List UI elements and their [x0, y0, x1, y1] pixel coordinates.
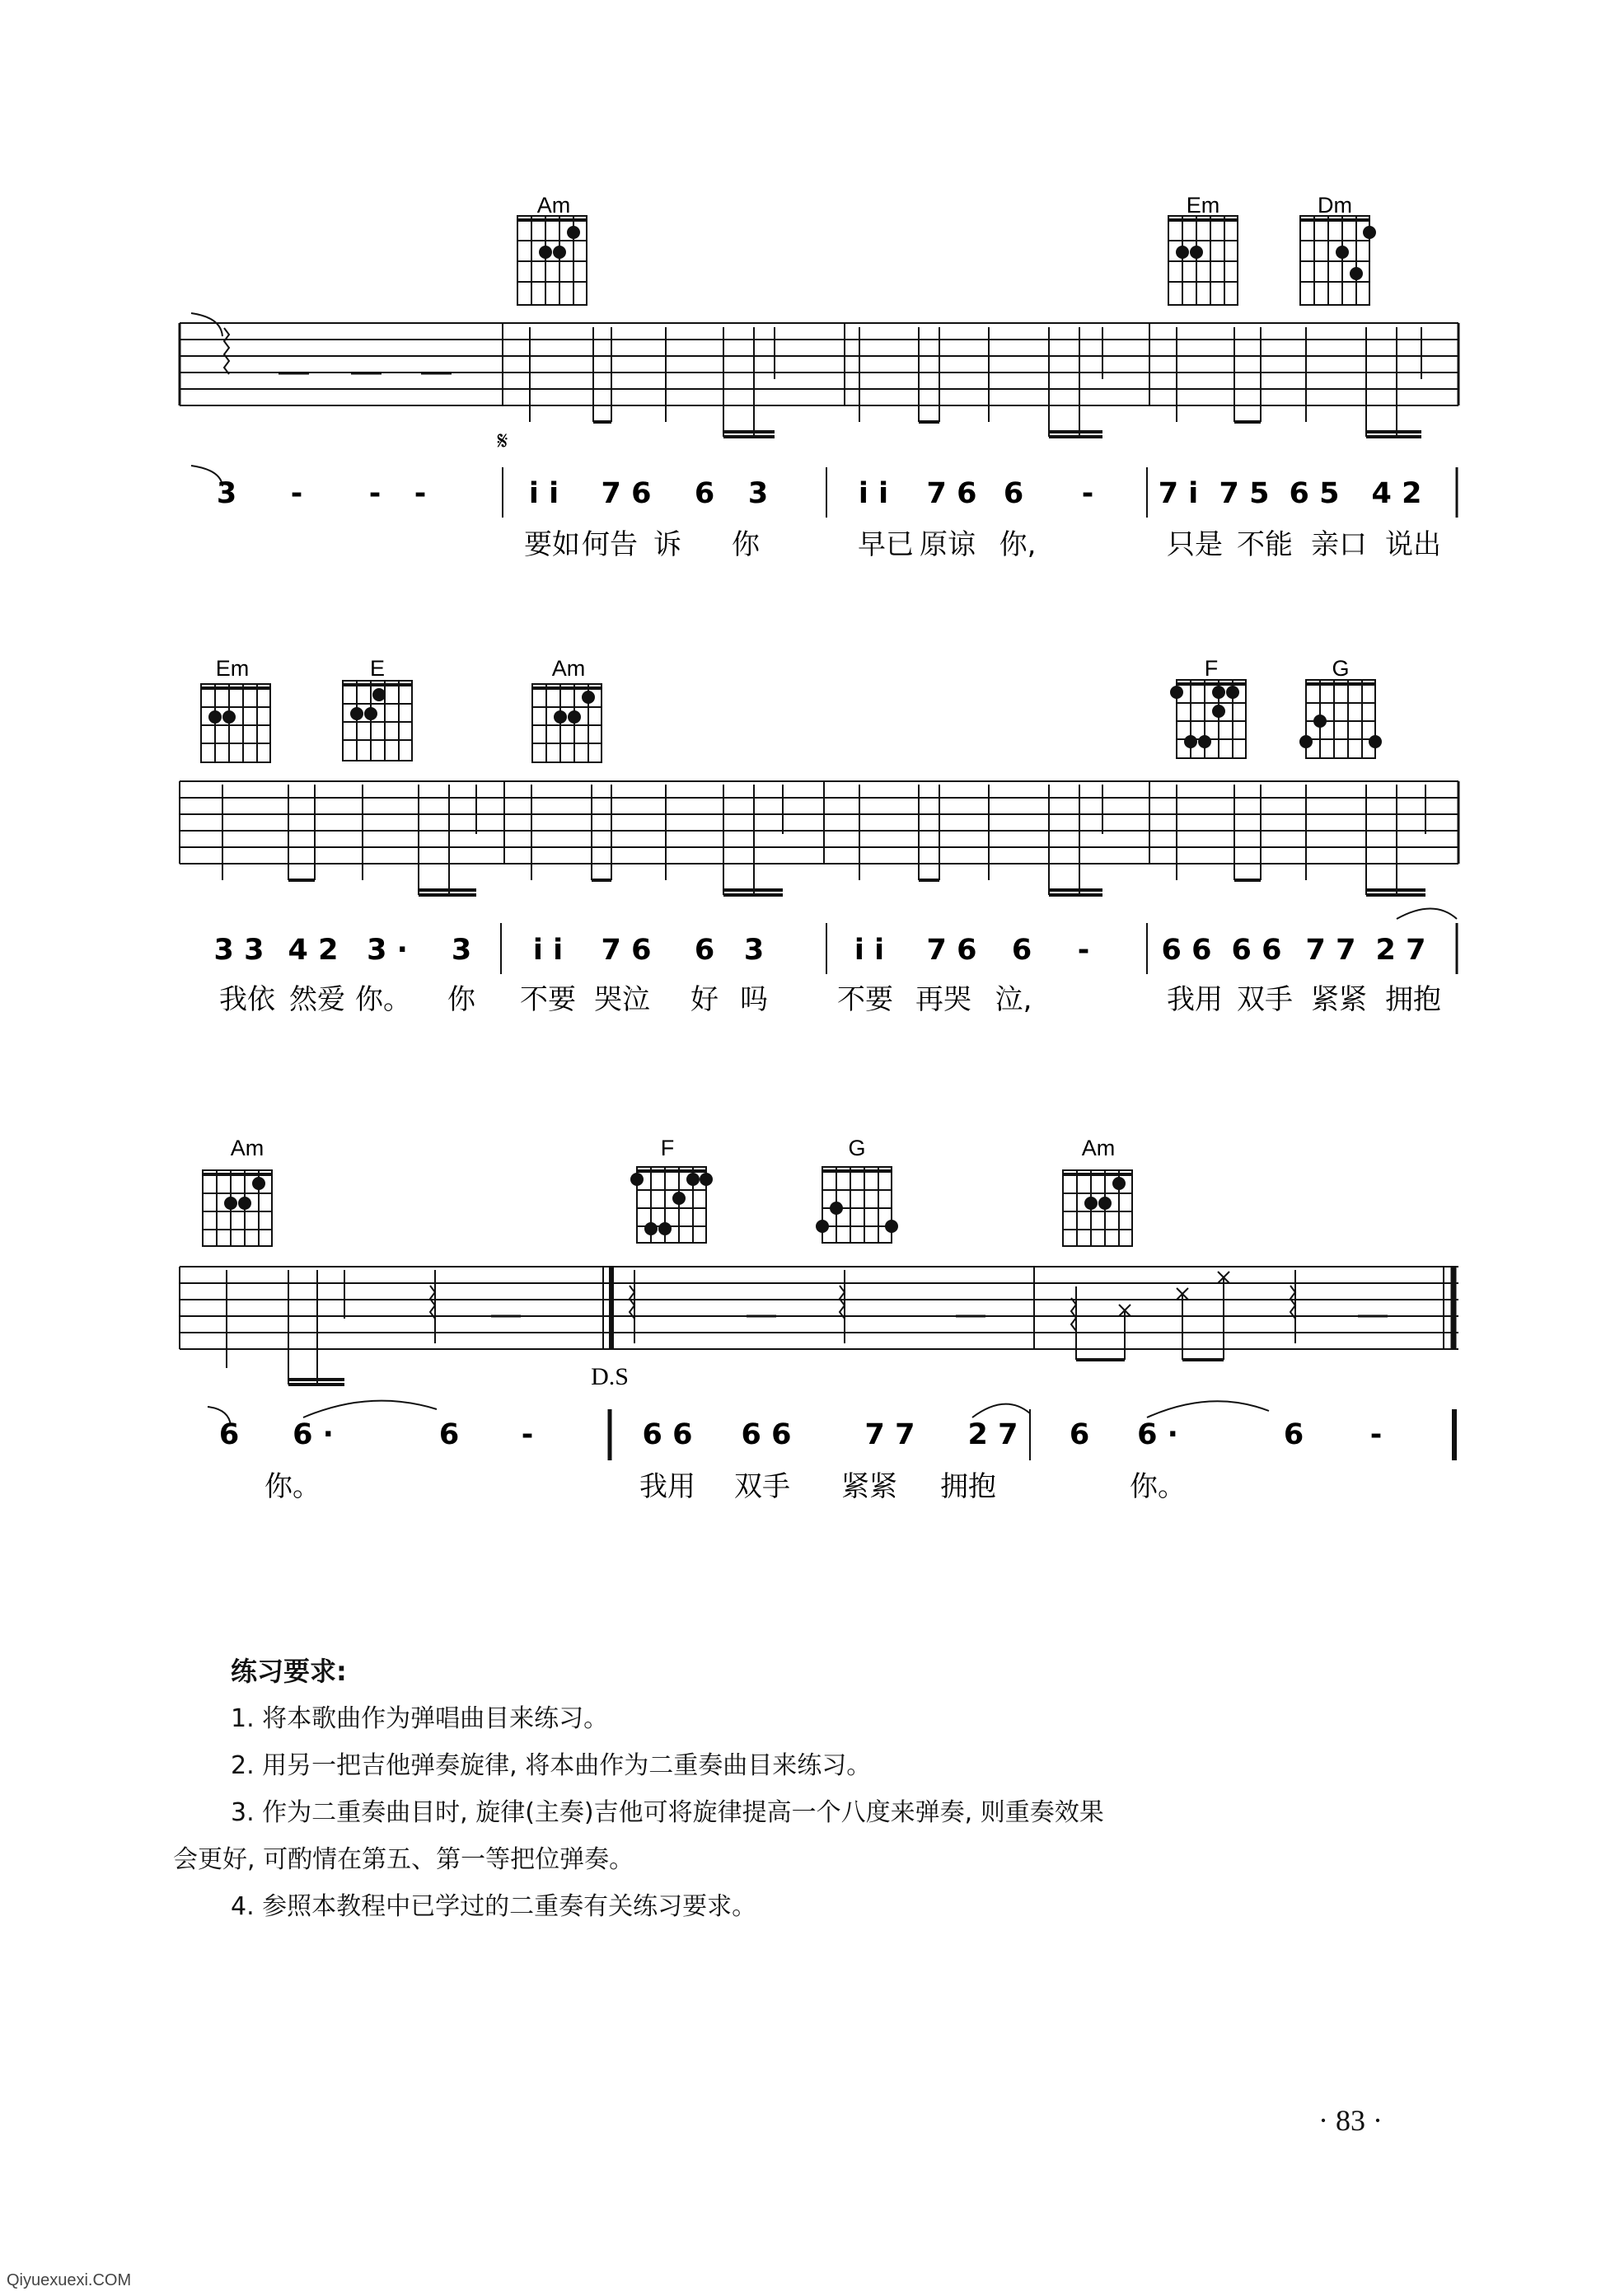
- lyric-word: 拥抱: [1385, 983, 1441, 1016]
- jianpu-note: 6: [1283, 1418, 1304, 1451]
- lyric-word: 你。: [355, 983, 411, 1016]
- jianpu-note: -: [414, 477, 427, 510]
- practice-item-3-cont: 会更好, 可酌情在第五、第一等把位弹奏。: [173, 1845, 634, 1874]
- lyric-word: 好: [690, 983, 719, 1016]
- practice-item-3: 3. 作为二重奏曲目时, 旋律(主奏)吉他可将旋律提高一个八度来弹奏, 则重奏效果: [231, 1798, 1104, 1827]
- jianpu-note: i i: [528, 477, 559, 510]
- chord-diagram-am-3: [203, 1170, 272, 1246]
- practice-item-2: 2. 用另一把吉他弹奏旋律, 将本曲作为二重奏曲目来练习。: [231, 1751, 872, 1780]
- chord-label: Em: [215, 656, 250, 681]
- jianpu-note: 6 6: [1231, 934, 1282, 967]
- jianpu-note: 2 7: [967, 1418, 1018, 1451]
- chord-diagram-g-2: [1300, 680, 1381, 758]
- jianpu-bars-3: [208, 1401, 1454, 1460]
- lyric-word: 不要: [520, 983, 576, 1016]
- jianpu-note: 3: [743, 934, 765, 967]
- chord-label: Am: [230, 1136, 264, 1160]
- practice-item-4: 4. 参照本教程中已学过的二重奏有关练习要求。: [231, 1892, 757, 1921]
- chord-label: Dm: [1318, 193, 1352, 218]
- jianpu-note: 6 6: [1161, 934, 1212, 967]
- jianpu-note: 6 ·: [1137, 1418, 1178, 1451]
- chord-label: G: [848, 1136, 866, 1160]
- jianpu-note: 3: [451, 934, 472, 967]
- lyric-word: 何告: [582, 528, 638, 561]
- chord-diagram-dm-1: [1300, 216, 1375, 305]
- jianpu-note: -: [368, 477, 382, 510]
- practice-title: 练习要求:: [231, 1656, 347, 1687]
- jianpu-note: 7 i: [1158, 477, 1199, 510]
- jianpu-note: 6 6: [741, 1418, 792, 1451]
- jianpu-note: -: [1081, 477, 1094, 510]
- lyric-word: 泣,: [995, 983, 1032, 1016]
- page-number: · 83 ·: [1318, 2104, 1383, 2137]
- jianpu-note: 6: [438, 1418, 460, 1451]
- jianpu-note: 7 6: [601, 934, 652, 967]
- chord-label: E: [369, 656, 386, 681]
- lyric-word: 哭泣: [594, 983, 650, 1016]
- lyric-word: 我用: [639, 1470, 695, 1503]
- lyric-word: 你。: [1130, 1470, 1186, 1503]
- jianpu-note: -: [1077, 934, 1090, 967]
- jianpu-note: 7 6: [926, 934, 977, 967]
- jianpu-note: 7 7: [1305, 934, 1356, 967]
- lyric-word: 拥抱: [940, 1470, 996, 1503]
- repeat-mark: D.S: [591, 1363, 629, 1390]
- lyric-word: 要如: [524, 528, 580, 561]
- jianpu-note: 6: [694, 477, 715, 510]
- tab-staff-3: [180, 1267, 1458, 1385]
- lyric-word: 你: [732, 528, 760, 561]
- chord-diagram-e-2: [343, 681, 412, 761]
- chord-label: Am: [1081, 1136, 1116, 1160]
- jianpu-note: -: [290, 477, 303, 510]
- practice-notes: [173, 1648, 1467, 1930]
- jianpu-note: i i: [858, 477, 889, 510]
- lyric-word: 早已: [858, 528, 914, 561]
- lyric-word: 亲口: [1311, 528, 1367, 561]
- chord-label: Em: [1186, 193, 1220, 218]
- jianpu-note: 7 6: [601, 477, 652, 510]
- jianpu-note: 7 7: [864, 1418, 915, 1451]
- chord-diagram-f-2: [1171, 680, 1246, 758]
- lyric-word: 我依: [219, 983, 275, 1016]
- watermark: Qiyuexuexi.COM: [7, 2271, 132, 2289]
- chord-diagram-em-1: [1168, 216, 1238, 305]
- chord-diagram-am-2: [532, 684, 602, 762]
- chord-label: F: [1204, 656, 1219, 681]
- lyric-word: 然爱: [289, 983, 345, 1016]
- jianpu-note: i i: [532, 934, 564, 967]
- chord-label: Am: [536, 193, 571, 218]
- jianpu-note: i i: [854, 934, 885, 967]
- jianpu-note: 6 ·: [293, 1418, 334, 1451]
- jianpu-note: 4 2: [288, 934, 339, 967]
- lyric-word: 再哭: [915, 983, 971, 1016]
- chord-diagram-em-2: [201, 684, 270, 762]
- chord-label: G: [1332, 656, 1350, 681]
- jianpu-note: 6: [694, 934, 715, 967]
- lyric-word: 不能: [1237, 528, 1293, 561]
- lyric-word: 紧紧: [1311, 983, 1367, 1016]
- lyric-word: 诉: [653, 528, 681, 561]
- lyric-word: 你。: [264, 1470, 321, 1503]
- chord-diagram-am-3b: [1063, 1170, 1132, 1246]
- jianpu-note: 6: [1069, 1418, 1090, 1451]
- chord-diagram-f-3: [631, 1167, 712, 1243]
- lyric-word: 你: [447, 983, 475, 1016]
- jianpu-note: 3: [747, 477, 769, 510]
- lyric-word: 原谅: [920, 528, 976, 561]
- jianpu-note: 6: [1003, 477, 1024, 510]
- jianpu-note: 3 ·: [367, 934, 408, 967]
- tab-staff-2: [180, 781, 1458, 895]
- lyric-word: 吗: [740, 983, 768, 1016]
- jianpu-note: 7 6: [926, 477, 977, 510]
- lyric-word: 说出: [1385, 528, 1441, 561]
- lyric-word: 紧紧: [841, 1470, 897, 1503]
- lyric-word: 我用: [1167, 983, 1223, 1016]
- lyric-word: 你,: [999, 528, 1037, 561]
- practice-item-1: 1. 将本歌曲作为弹唱曲目来练习。: [231, 1704, 609, 1733]
- jianpu-note: 6 5: [1289, 477, 1340, 510]
- lyric-word: 双手: [1237, 983, 1293, 1016]
- jianpu-note: 6: [1011, 934, 1032, 967]
- chord-diagram-g-3: [817, 1167, 897, 1243]
- repeat-mark: 𝄋: [497, 428, 508, 455]
- jianpu-note: 6 6: [642, 1418, 693, 1451]
- jianpu-note: 3: [216, 477, 237, 510]
- chord-diagram-am-1: [517, 216, 587, 305]
- jianpu-note: 7 5: [1219, 477, 1270, 510]
- lyric-word: 不要: [837, 983, 893, 1016]
- jianpu-note: 4 2: [1371, 477, 1422, 510]
- jianpu-note: 3 3: [213, 934, 264, 967]
- chord-label: Am: [551, 656, 586, 681]
- jianpu-note: 6: [218, 1418, 240, 1451]
- chord-label: F: [660, 1136, 675, 1160]
- lyric-word: 只是: [1167, 528, 1223, 561]
- jianpu-note: 2 7: [1375, 934, 1426, 967]
- jianpu-note: -: [1369, 1418, 1383, 1451]
- lyric-word: 双手: [734, 1470, 790, 1503]
- tab-staff-1: [180, 313, 1458, 437]
- jianpu-note: -: [521, 1418, 534, 1451]
